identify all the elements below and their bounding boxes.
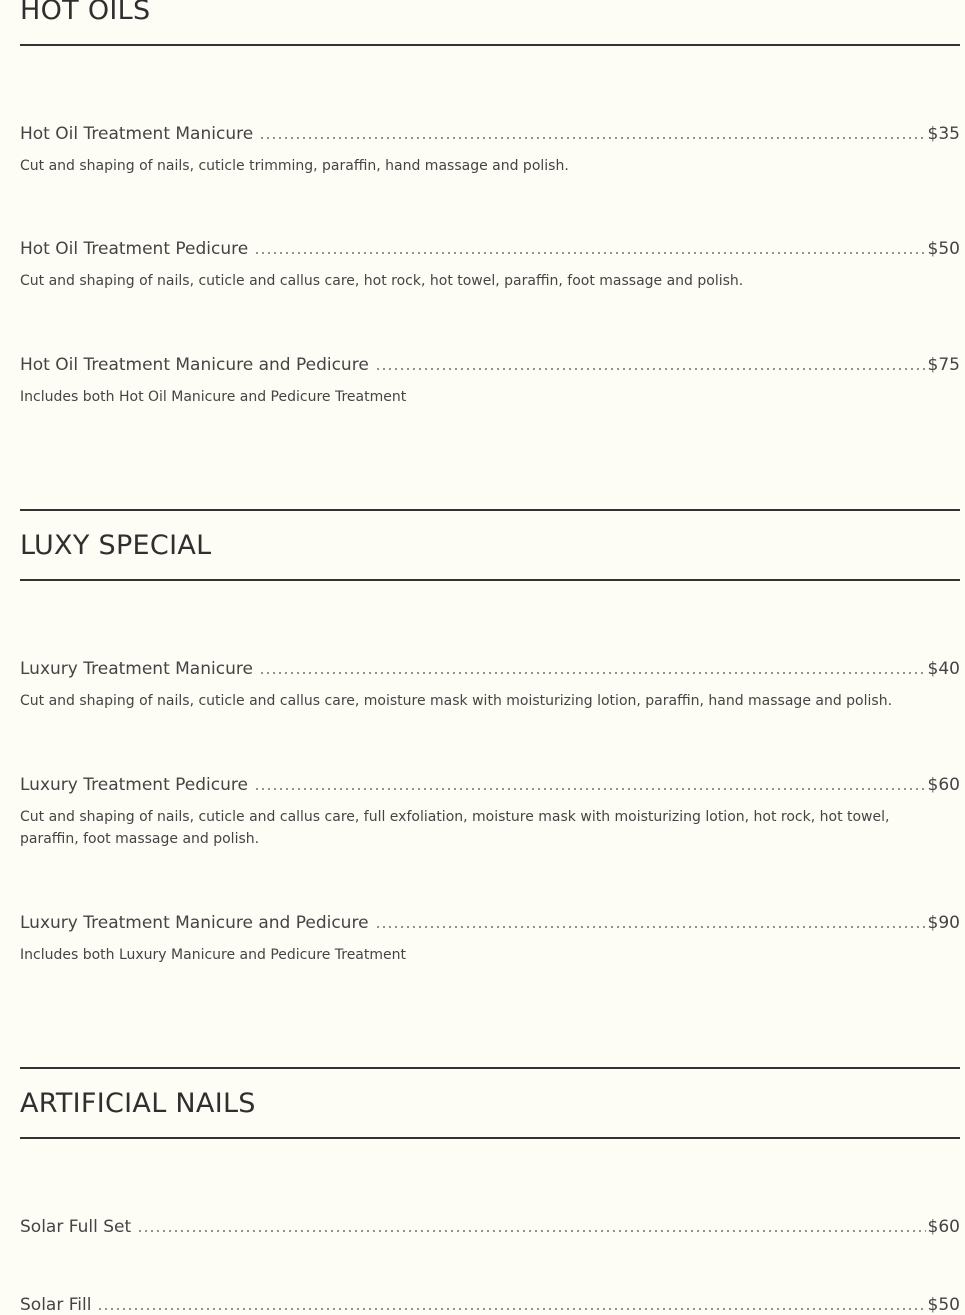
dot-leader <box>375 367 926 371</box>
dot-leader <box>259 136 925 140</box>
section-divider <box>20 579 960 581</box>
item-description: Cut and shaping of nails, cuticle and callus care, moisture mask with moisturizing lotion, paraffin, hand massage and polish. <box>20 693 893 709</box>
dot-leader <box>254 787 926 791</box>
item-name: Luxury Treatment Pedicure <box>20 775 248 795</box>
item-description: Includes both Luxury Manicure and Pedicure Treatment <box>20 947 406 963</box>
item-name: Hot Oil Treatment Manicure and Pedicure <box>20 355 369 375</box>
item-price: $35 <box>927 124 960 144</box>
dot-leader <box>254 251 925 255</box>
item-price: $50 <box>927 1295 960 1315</box>
item-description: Cut and shaping of nails, cuticle and callus care, full exfoliation, moisture mask with moisturizing lotion, hot rock, hot towel, paraffin, foot massage and polish. <box>20 809 890 847</box>
item-name: Solar Fill <box>20 1295 92 1315</box>
item-price: $90 <box>927 913 960 933</box>
price-list-page <box>20 0 960 1315</box>
section-divider <box>20 509 960 511</box>
section-divider <box>20 1137 960 1139</box>
item-description: Includes both Hot Oil Manicure and Pedicure Treatment <box>20 389 407 405</box>
item-description: Cut and shaping of nails, cuticle and callus care, hot rock, hot towel, paraffin, foot massage and polish. <box>20 273 744 289</box>
dot-leader <box>97 1307 925 1311</box>
dot-leader <box>375 925 926 929</box>
section-divider <box>20 44 960 46</box>
item-price: $50 <box>927 239 960 259</box>
section-title: ARTIFICIAL NAILS <box>20 1088 256 1119</box>
item-name: Hot Oil Treatment Manicure <box>20 124 254 144</box>
item-name: Solar Full Set <box>20 1217 132 1237</box>
section-title: LUXY SPECIAL <box>20 530 212 561</box>
item-name: Luxury Treatment Manicure <box>20 659 253 679</box>
section-title: HOT OILS <box>20 0 151 26</box>
item-price: $60 <box>927 775 960 795</box>
item-name: Hot Oil Treatment Pedicure <box>20 239 249 259</box>
item-price: $75 <box>927 355 960 375</box>
item-name: Luxury Treatment Manicure and Pedicure <box>20 913 369 933</box>
item-price: $60 <box>927 1217 960 1237</box>
section-divider <box>20 1067 960 1069</box>
item-price: $40 <box>927 659 960 679</box>
item-description: Cut and shaping of nails, cuticle trimming, paraffin, hand massage and polish. <box>20 158 569 174</box>
dot-leader <box>259 671 926 675</box>
dot-leader <box>137 1229 925 1233</box>
